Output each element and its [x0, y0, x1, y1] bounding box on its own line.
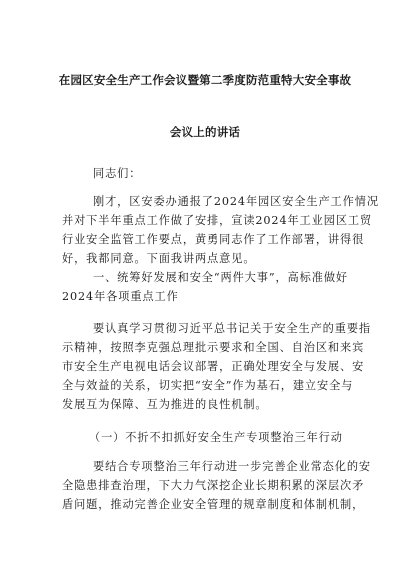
body-line: 全隐患排查治理，下大力气深挖企业长期积累的深层次矛 [62, 479, 365, 492]
subsection-heading: （一）不折不扣抓好安全生产专项整治三年行动 [89, 431, 343, 444]
body-line: 发展互为保障、互为推进的良性机制。 [62, 398, 268, 411]
body-line: 并对下半年重点工作做了安排，宣读2024年工业园区工贸 [62, 214, 373, 227]
body-line: 全与效益的关系，切实把“安全”作为基石，建立安全与 [62, 379, 354, 392]
body-line: 刚才，区安委办通报了2024年园区安全生产工作情况 [93, 195, 379, 208]
body-line: 要结合专项整治三年行动进一步完善企业常态化的安 [93, 460, 372, 473]
body-line: 市安全生产电视电话会议部署，正确处理安全与发展、安 [62, 360, 365, 373]
body-line: 要认真学习贯彻习近平总书记关于安全生产的重要指 [93, 322, 372, 335]
greeting: 同志们： [93, 167, 142, 180]
section-heading: 2024年各项重点工作 [62, 290, 179, 303]
body-line: 好，我都同意。下面我讲两点意见。 [62, 252, 256, 265]
body-line: 行业安全监管工作要点，黄勇同志作了工作部署，讲得很 [62, 233, 365, 246]
title-line-1: 在园区安全生产工作会议暨第二季度防范重特大安全事故 [58, 73, 352, 87]
body-line: 盾问题，推动完善企业安全管理的规章制度和体制机制， [62, 498, 365, 511]
body-line: 示精神，按照李克强总理批示要求和全国、自治区和来宾 [62, 341, 365, 354]
title-line-2: 会议上的讲话 [169, 125, 241, 139]
section-heading: 一、统筹好发展和安全“两件大事”，高标准做好 [93, 271, 348, 284]
